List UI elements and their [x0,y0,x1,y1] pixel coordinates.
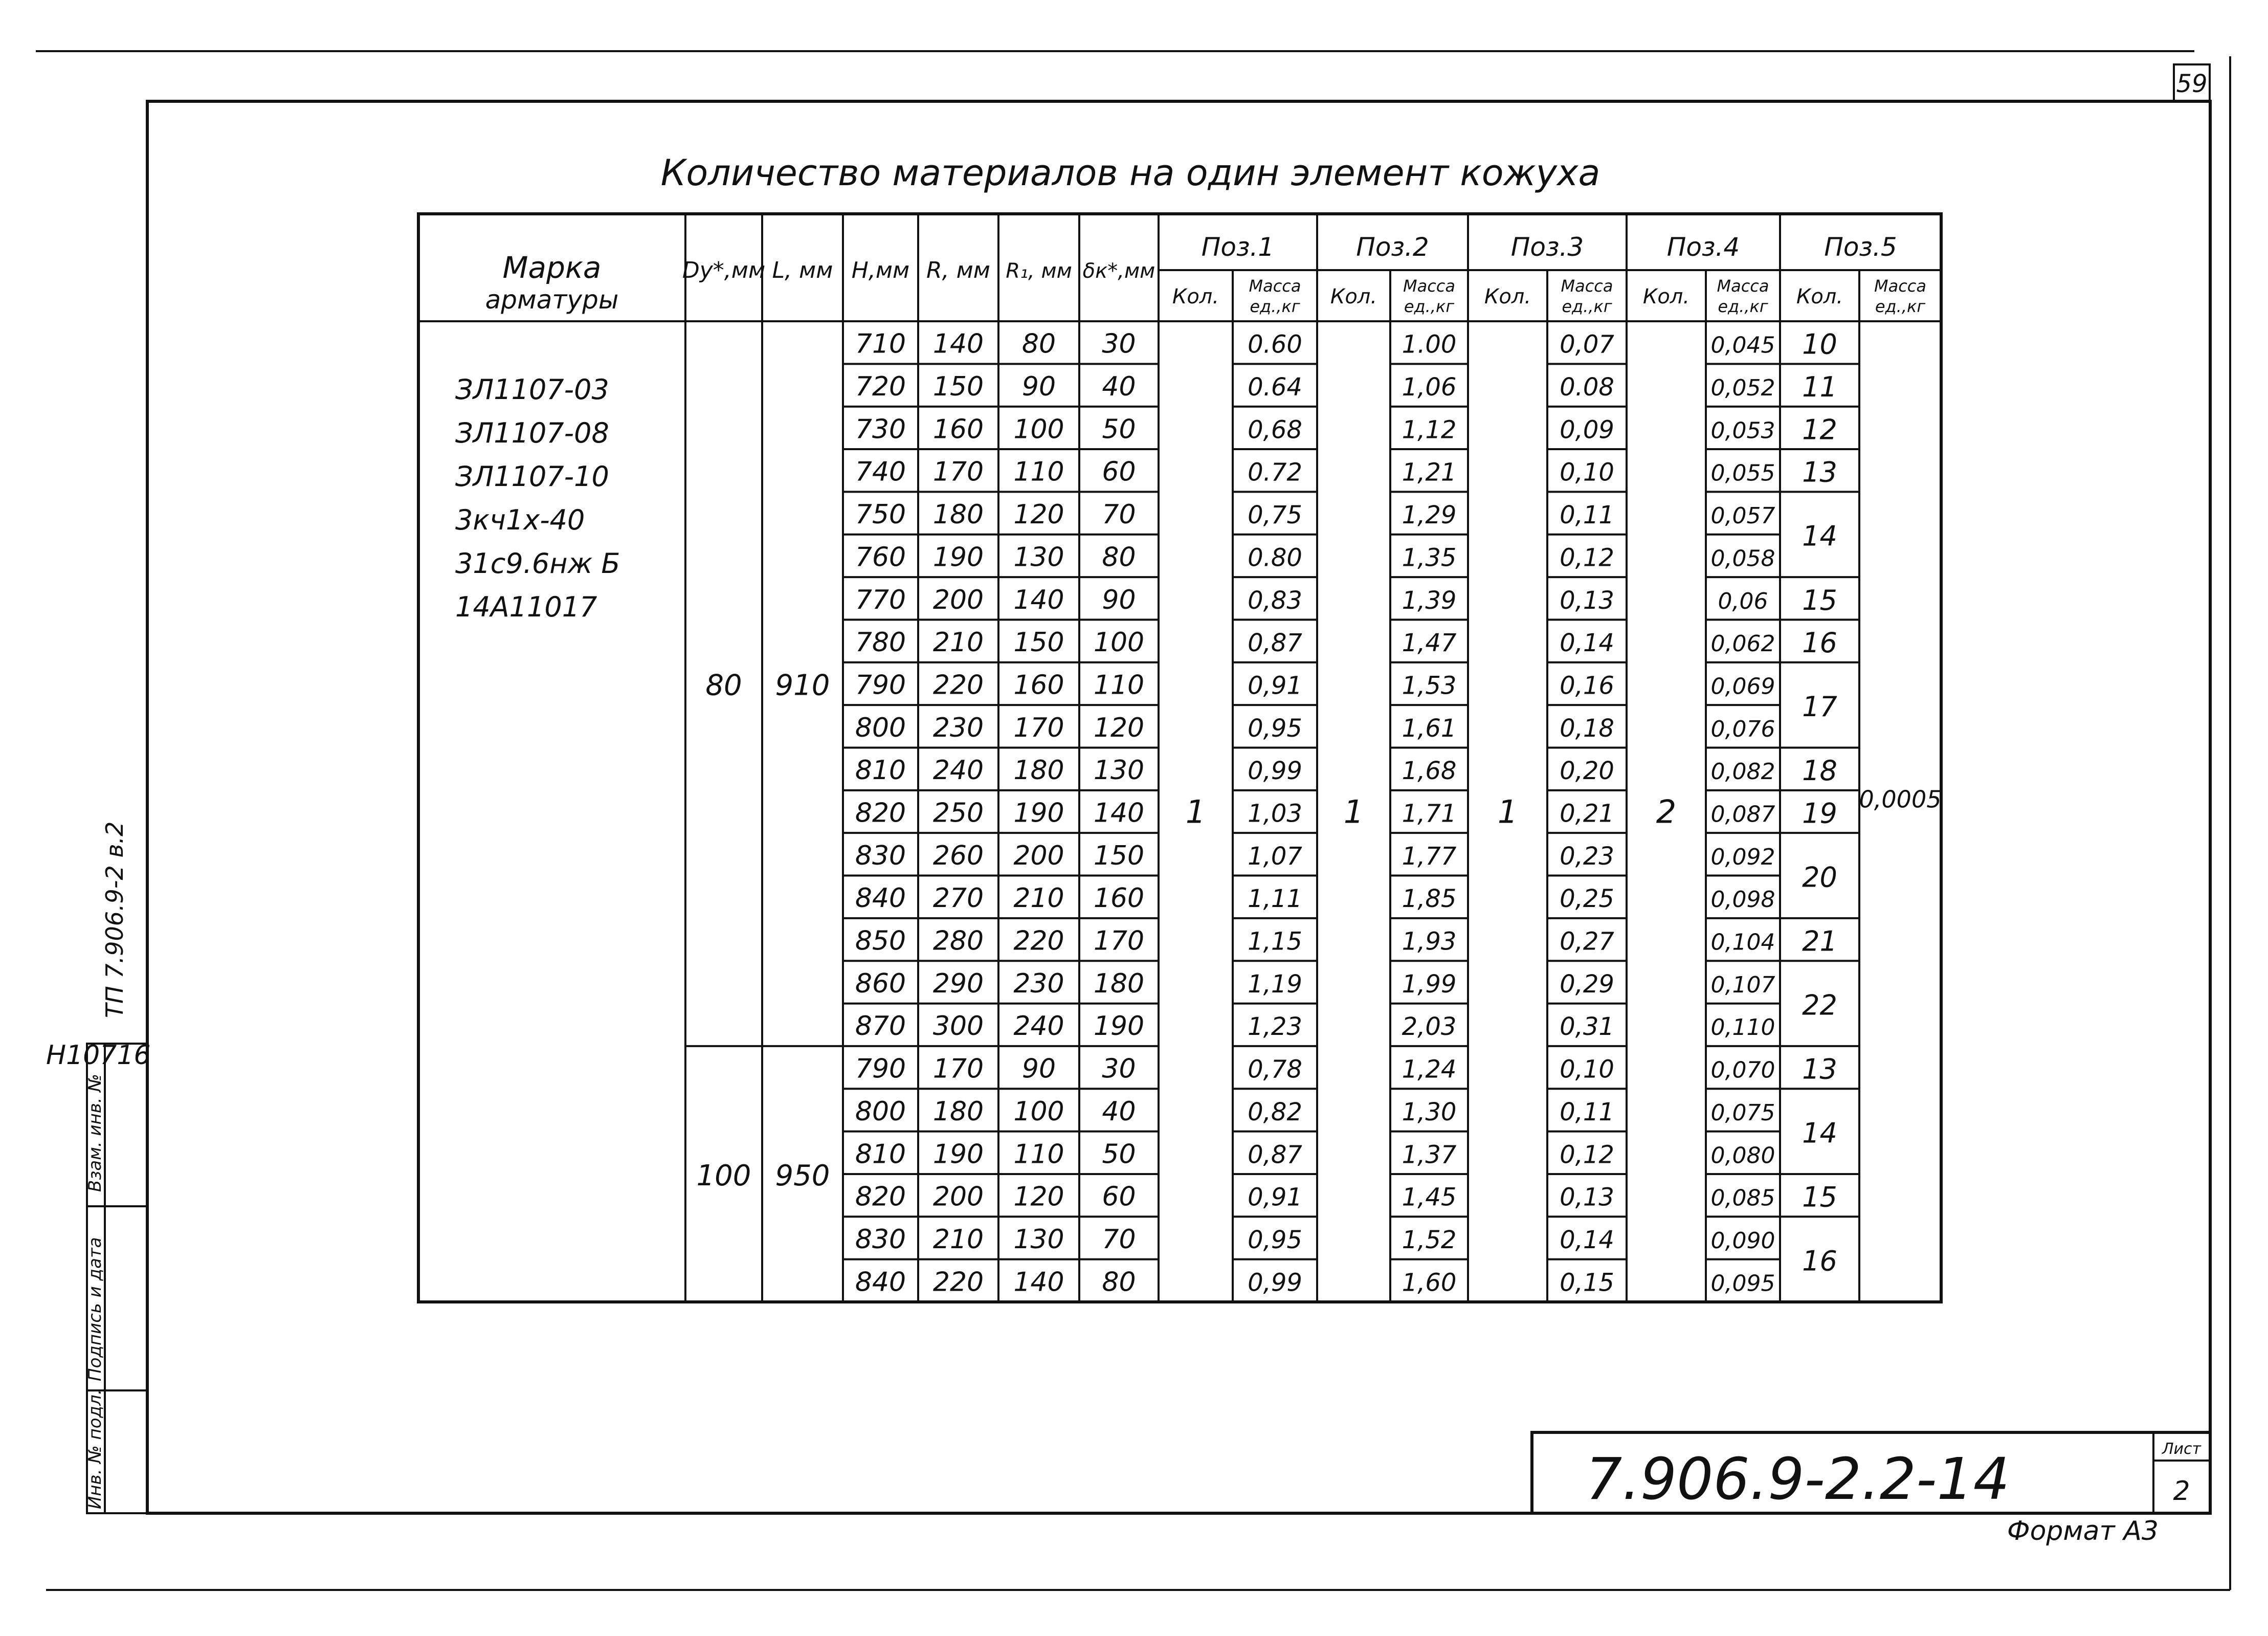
cell-r: 190 [932,542,984,573]
cell-mass-pos3: 0,13 [1560,586,1614,615]
cell-h: 810 [855,1139,906,1170]
header-massa-unit-5: ед.,кг [1875,297,1926,316]
cell-h: 800 [855,712,906,743]
header-kol-2: Кол. [1330,285,1377,308]
cell-r1: 120 [1013,499,1064,530]
cell-r1: 130 [1013,542,1064,573]
header-r: R, мм [926,257,990,283]
stamp-vzam-inv: Взам. инв. № [85,1074,105,1192]
cell-r1: 140 [1013,1267,1064,1298]
cell-r: 200 [932,1181,984,1212]
mark-6: 14А11017 [455,591,597,623]
cell-mass-pos2: 1,68 [1402,757,1457,786]
cell-r1: 230 [1013,968,1064,999]
cell-r1: 240 [1013,1011,1064,1042]
cell-mass-pos2: 1,77 [1402,842,1457,871]
header-massa-unit-4: ед.,кг [1718,297,1768,316]
mark-5: 31с9.6нж Б [455,547,620,580]
cell-mass-pos1: 0.80 [1248,543,1302,572]
cell-r1: 110 [1013,1139,1064,1170]
cell-r: 250 [932,798,984,829]
cell-mass-pos4: 0,098 [1710,887,1775,913]
cell-r1: 100 [1013,414,1064,445]
cell-mass-pos3: 0,10 [1560,458,1614,487]
cell-mass-pos3: 0,21 [1560,799,1614,828]
cell-dk: 90 [1102,584,1136,615]
pos5-kol-cell: 21 [1802,925,1837,958]
cell-mass-pos4: 0,092 [1710,844,1775,870]
cell-mass-pos4: 0,053 [1710,417,1775,444]
cell-h: 720 [855,371,906,403]
cell-r1: 170 [1013,712,1064,743]
cell-mass-pos2: 1,99 [1402,969,1457,999]
header-pos-5: Поз.5 [1824,232,1897,262]
cell-r1: 180 [1013,755,1064,786]
cell-r: 300 [932,1011,984,1042]
pos5-kol-cell: 15 [1802,584,1837,616]
cell-mass-pos1: 0,95 [1248,1225,1302,1254]
cell-r: 180 [932,499,984,530]
cell-mass-pos2: 1,06 [1402,373,1457,402]
cell-mass-pos3: 0,27 [1560,927,1614,956]
header-kol-5: Кол. [1796,285,1843,308]
header-marka: Марка [502,250,602,285]
cell-r1: 100 [1013,1096,1064,1127]
cell-r: 170 [932,1053,984,1085]
cell-h: 770 [855,584,906,615]
qty-pos4: 2 [1656,793,1677,831]
cell-r1: 160 [1013,670,1064,701]
cell-mass-pos1: 0,83 [1248,586,1302,615]
cell-h: 740 [855,456,906,488]
header-pos-4: Поз.4 [1666,232,1740,262]
cell-h: 870 [855,1011,906,1042]
cell-mass-pos4: 0,095 [1710,1270,1775,1297]
cell-h: 820 [855,798,906,829]
cell-r1: 110 [1013,456,1064,488]
header-massa-1: Масса [1249,276,1301,296]
cell-mass-pos1: 1,11 [1248,885,1302,914]
cell-mass-pos1: 0,68 [1248,415,1302,445]
header-massa-4: Масса [1717,276,1769,296]
cell-mass-pos3: 0,14 [1560,1225,1614,1254]
cell-h: 850 [855,925,906,957]
cell-mass-pos3: 0,31 [1560,1012,1614,1042]
cell-mass-pos3: 0,07 [1560,330,1614,359]
cell-r: 210 [932,627,984,658]
cell-r1: 80 [1021,328,1056,360]
cell-mass-pos3: 0,10 [1560,1055,1614,1084]
cell-mass-pos3: 0,11 [1560,1097,1614,1126]
cell-mass-pos2: 1,61 [1402,714,1457,743]
l-group-b: 950 [775,1159,830,1192]
cell-r1: 200 [1013,840,1064,871]
cell-mass-pos1: 0,91 [1248,1183,1302,1212]
cell-mass-pos4: 0,062 [1710,631,1775,657]
cell-dk: 150 [1093,840,1145,871]
cell-h: 800 [855,1096,906,1127]
cell-r: 210 [932,1224,984,1255]
cell-mass-pos4: 0,070 [1710,1057,1775,1084]
cell-dk: 50 [1102,414,1136,445]
cell-mass-pos2: 1,53 [1402,671,1457,700]
cell-mass-pos3: 0,09 [1560,415,1614,445]
cell-h: 750 [855,499,906,530]
pos5-kol-cell: 11 [1802,371,1837,404]
mass-pos5: 0,0005 [1859,785,1942,813]
cell-mass-pos1: 0.72 [1248,458,1302,487]
stamp-inv-podl: Инв. № подл. [85,1389,105,1509]
cell-r: 170 [932,456,984,488]
cell-mass-pos2: 1,30 [1402,1097,1457,1126]
pos5-kol-cell: 12 [1802,413,1837,446]
cell-mass-pos1: 0.60 [1248,330,1302,359]
cell-h: 760 [855,542,906,573]
cell-dk: 110 [1093,670,1145,701]
cell-h: 830 [855,1224,906,1255]
cell-r1: 120 [1013,1181,1064,1212]
cell-dk: 30 [1102,328,1136,360]
header-massa-2: Масса [1403,276,1456,296]
qty-pos2: 1 [1343,793,1364,831]
cell-mass-pos2: 1,45 [1402,1183,1457,1212]
cell-r: 180 [932,1096,984,1127]
pos5-kol-cell: 19 [1802,797,1837,830]
cell-r: 190 [932,1139,984,1170]
cell-mass-pos1: 0,99 [1248,1268,1302,1297]
cell-mass-pos4: 0,087 [1710,801,1775,828]
header-r1: R₁, мм [1006,259,1072,283]
margin-code: ТП 7.906.9-2 в.2 [101,821,128,1018]
cell-mass-pos2: 1,52 [1402,1225,1457,1254]
cell-mass-pos1: 0,95 [1248,714,1302,743]
cell-h: 840 [855,1267,906,1298]
sheet-number: 59 [2176,70,2208,98]
stamp-podpis-data: Подпись и дата [85,1237,105,1381]
header-dk: δк*,мм [1082,259,1155,283]
format-label: Формат А3 [2007,1516,2159,1546]
cell-dk: 140 [1093,798,1145,829]
cell-mass-pos2: 1,12 [1402,415,1457,445]
qty-pos3: 1 [1497,793,1518,831]
document-number: 7.906.9-2.2-14 [1586,1446,2010,1513]
cell-mass-pos4: 0,080 [1710,1142,1775,1169]
cell-mass-pos4: 0,075 [1710,1099,1775,1126]
cell-dk: 60 [1102,1181,1136,1212]
page-title: Количество материалов на один элемент кожуха [660,152,1600,194]
cell-dk: 80 [1102,542,1136,573]
cell-r: 220 [932,1267,984,1298]
cell-dk: 180 [1093,968,1145,999]
cell-r1: 90 [1021,1053,1056,1085]
cell-mass-pos2: 1,85 [1402,885,1457,914]
header-massa-3: Масса [1561,276,1613,296]
l-group-a: 910 [775,669,830,702]
cell-mass-pos2: 1.00 [1402,330,1457,359]
cell-mass-pos2: 2,03 [1402,1012,1457,1042]
cell-h: 830 [855,840,906,871]
cell-r: 260 [932,840,984,871]
cell-h: 840 [855,883,906,914]
cell-mass-pos4: 0,055 [1710,460,1775,487]
cell-r1: 90 [1021,371,1056,403]
cell-mass-pos1: 0,87 [1248,1140,1302,1169]
cell-mass-pos3: 0,16 [1560,671,1614,700]
mark-3: ЗЛ1107-10 [455,460,609,493]
mark-4: 3кч1х-40 [455,504,585,536]
cell-h: 790 [855,1053,906,1085]
cell-mass-pos3: 0,18 [1560,714,1614,743]
qty-pos1: 1 [1185,793,1206,831]
pos5-kol-cell: 13 [1802,1053,1837,1086]
cell-mass-pos2: 1,39 [1402,586,1457,615]
cell-h: 810 [855,755,906,786]
cell-mass-pos4: 0,082 [1710,759,1775,785]
cell-mass-pos4: 0,090 [1710,1227,1775,1254]
cell-r: 240 [932,755,984,786]
mark-1: ЗЛ1107-03 [455,373,609,406]
cell-dk: 40 [1102,1096,1136,1127]
dy-group-b: 100 [696,1159,751,1192]
cell-h: 860 [855,968,906,999]
cell-h: 710 [855,328,906,360]
header-pos-2: Поз.2 [1356,232,1429,262]
cell-mass-pos3: 0,14 [1560,629,1614,658]
cell-r: 200 [932,584,984,615]
cell-dk: 30 [1102,1053,1136,1085]
cell-mass-pos2: 1,93 [1402,927,1457,956]
cell-mass-pos4: 0,107 [1710,971,1775,998]
cell-mass-pos4: 0,058 [1710,545,1775,572]
cell-mass-pos3: 0,20 [1560,757,1614,786]
cell-dk: 70 [1102,499,1136,530]
cell-r1: 220 [1013,925,1064,957]
header-massa-5: Масса [1874,276,1927,296]
cell-r: 230 [932,712,984,743]
cell-mass-pos1: 0.64 [1248,373,1302,402]
cell-mass-pos2: 1,21 [1402,458,1457,487]
cell-r1: 140 [1013,584,1064,615]
pos5-kol-cell: 16 [1802,1245,1837,1277]
cell-mass-pos4: 0,085 [1710,1185,1775,1211]
header-h: H,мм [851,257,910,283]
materials-table [418,214,1941,1302]
header-l: L, мм [772,257,833,283]
cell-mass-pos1: 1,15 [1248,927,1302,956]
cell-mass-pos4: 0,076 [1710,716,1775,742]
cell-mass-pos3: 0,12 [1560,543,1614,572]
pos5-kol-cell: 10 [1802,328,1837,361]
cell-r1: 130 [1013,1224,1064,1255]
pos5-kol-cell: 13 [1802,456,1837,489]
cell-h: 780 [855,627,906,658]
cell-mass-pos2: 1,60 [1402,1268,1457,1297]
cell-r: 160 [932,414,984,445]
cell-mass-pos1: 1,23 [1248,1012,1302,1042]
cell-dk: 50 [1102,1139,1136,1170]
cell-mass-pos4: 0,057 [1710,503,1775,529]
header-massa-unit-3: ед.,кг [1562,297,1612,316]
cell-mass-pos3: 0,23 [1560,842,1614,871]
cell-mass-pos1: 1,19 [1248,969,1302,999]
cell-mass-pos2: 1,37 [1402,1140,1457,1169]
cell-r: 140 [932,328,984,360]
pos5-kol-cell: 16 [1802,627,1837,659]
cell-dk: 80 [1102,1267,1136,1298]
cell-r: 150 [932,371,984,403]
cell-mass-pos4: 0,069 [1710,673,1775,700]
cell-mass-pos2: 1,71 [1402,799,1457,828]
pos5-kol-cell: 17 [1802,691,1837,723]
pos5-kol-cell: 20 [1802,861,1837,894]
pos5-kol-cell: 15 [1802,1181,1837,1213]
cell-r1: 150 [1013,627,1064,658]
cell-mass-pos1: 1,07 [1248,842,1302,871]
cell-dk: 130 [1093,755,1145,786]
list-label: Лист [2162,1440,2202,1458]
cell-mass-pos2: 1,29 [1402,501,1457,530]
cell-mass-pos4: 0,052 [1710,375,1775,402]
cell-dk: 60 [1102,456,1136,488]
cell-h: 790 [855,670,906,701]
header-massa-unit-2: ед.,кг [1404,297,1455,316]
cell-mass-pos3: 0,29 [1560,969,1614,999]
header-massa-unit-1: ед.,кг [1250,297,1300,316]
cell-mass-pos1: 0,78 [1248,1055,1302,1084]
cell-dk: 40 [1102,371,1136,403]
cell-mass-pos1: 0,82 [1248,1097,1302,1126]
cell-dk: 170 [1093,925,1145,957]
cell-dk: 120 [1093,712,1145,743]
pos5-kol-cell: 22 [1802,989,1837,1022]
list-value: 2 [2173,1476,2190,1507]
cell-mass-pos1: 0,91 [1248,671,1302,700]
pos5-kol-cell: 18 [1802,755,1837,787]
cell-h: 820 [855,1181,906,1212]
cell-mass-pos4: 0,06 [1718,588,1768,614]
pos5-kol-cell: 14 [1802,520,1837,552]
header-armatury: арматуры [485,285,619,315]
header-kol-3: Кол. [1484,285,1531,308]
cell-r1: 190 [1013,798,1064,829]
cell-dk: 190 [1093,1011,1145,1042]
header-pos-3: Поз.3 [1510,232,1584,262]
cell-r: 290 [932,968,984,999]
cell-mass-pos3: 0,13 [1560,1183,1614,1212]
cell-mass-pos3: 0.08 [1560,373,1614,402]
cell-mass-pos4: 0,110 [1710,1014,1775,1041]
cell-mass-pos1: 0,99 [1248,757,1302,786]
cell-mass-pos1: 0,87 [1248,629,1302,658]
cell-mass-pos2: 1,35 [1402,543,1457,572]
dy-group-a: 80 [705,669,742,702]
cell-mass-pos2: 1,47 [1402,629,1457,658]
cell-r: 280 [932,925,984,957]
cell-mass-pos3: 0,12 [1560,1140,1614,1169]
mark-2: ЗЛ1107-08 [455,417,609,449]
cell-mass-pos1: 1,03 [1248,799,1302,828]
cell-h: 730 [855,414,906,445]
cell-dk: 160 [1093,883,1145,914]
cell-mass-pos4: 0,104 [1710,929,1775,956]
header-pos-1: Поз.1 [1201,232,1275,262]
header-dy: Dу*,мм [682,257,766,283]
cell-dk: 70 [1102,1224,1136,1255]
margin-inventory-number: Н10716 [46,1040,151,1071]
cell-r1: 210 [1013,883,1064,914]
cell-mass-pos3: 0,25 [1560,885,1614,914]
cell-r: 270 [932,883,984,914]
header-kol-1: Кол. [1172,285,1219,308]
cell-mass-pos4: 0,045 [1710,332,1775,359]
cell-mass-pos1: 0,75 [1248,501,1302,530]
cell-mass-pos2: 1,24 [1402,1055,1457,1084]
cell-mass-pos3: 0,15 [1560,1268,1614,1297]
header-kol-4: Кол. [1642,285,1690,308]
cell-r: 220 [932,670,984,701]
cell-mass-pos3: 0,11 [1560,501,1614,530]
pos5-kol-cell: 14 [1802,1117,1837,1149]
cell-dk: 100 [1093,627,1145,658]
